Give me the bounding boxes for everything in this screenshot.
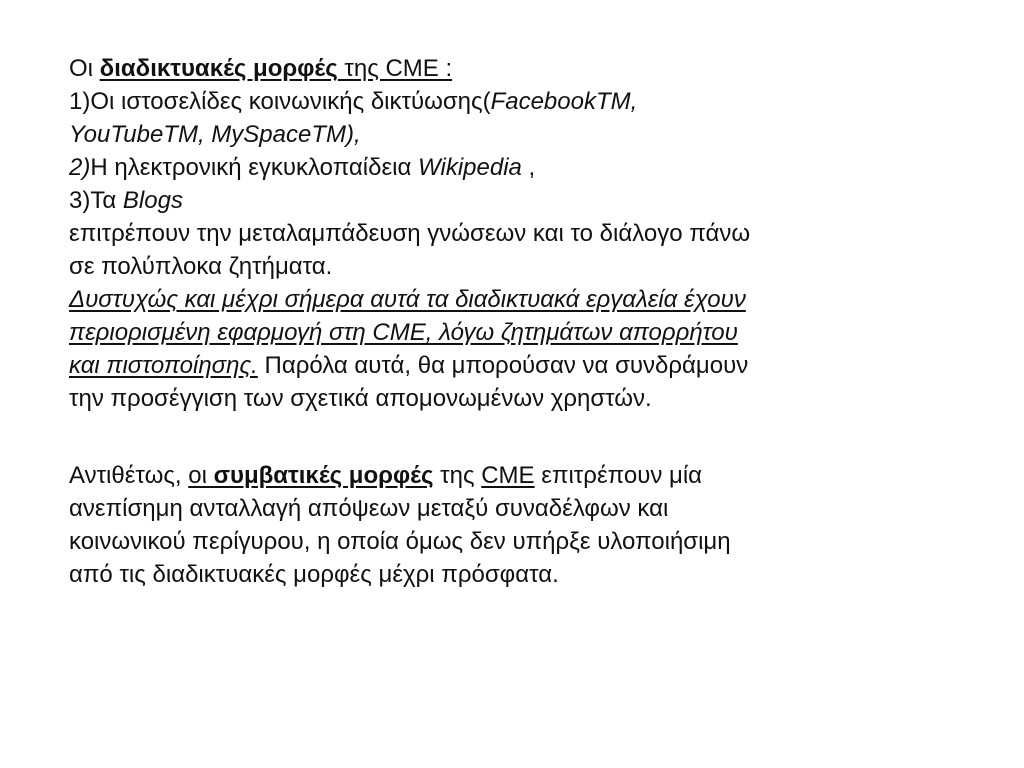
caveat-text-3-underlined: και πιστοποίησης. [69,352,258,379]
p2-underlined-oi: οι [188,462,214,489]
caveat-line-1 [69,283,984,316]
p2-line-3: κοινωνικού περίγυρου, η οποία όμως δεν υπήρξε υλοποιήσιμη [69,528,731,555]
caveat-line-3 [69,349,984,382]
p2-cme: CME [481,462,535,489]
p2-prefix: Αντιθέτως, [69,462,189,489]
heading-suffix: της CME : [337,55,453,82]
p2-line1-rest: επιτρέπουν μία [534,462,703,489]
item2-italic: Wikipedia [418,154,522,181]
body-line-1: επιτρέπουν την μεταλαμπάδευση γνώσεων και το διάλογο πάνω [69,220,751,247]
slide-text-body [69,52,984,591]
item1-continuation-line [69,118,984,151]
item1-italic-b: YouTubeTM, MySpaceTM), [69,121,361,148]
p2-line-2: ανεπίσημη ανταλλαγή απόψεων μεταξύ συναδέλφων και [69,495,669,522]
body-line-2: σε πολύπλοκα ζητήματα. [69,253,333,280]
item2-text: Η ηλεκτρονική εγκυκλοπαίδεια [90,154,419,181]
caveat-line-2 [69,316,984,349]
item3-text: 3)Τα [69,187,123,214]
item2-line [69,151,984,184]
item1-line [69,85,984,118]
caveat-text-2: περιορισμένη εφαρμογή στη CME, λόγω ζητημάτων απορρήτου [69,319,738,346]
caveat-line-4: την προσέγγιση των σχετικά απομονωμένων χρηστών. [69,385,652,412]
heading-line [69,52,984,85]
item1-text: 1)Οι ιστοσελίδες κοινωνικής δικτύωσης( [69,88,491,115]
paragraph-gap [69,415,984,459]
p2-line-1 [69,459,984,492]
item3-italic: Blogs [122,187,183,214]
caveat-text-1: Δυστυχώς και μέχρι σήμερα αυτά τα διαδικτυακά εργαλεία έχουν [69,286,746,313]
item2-number: 2) [69,154,91,181]
caveat-text-3-rest: Παρόλα αυτά, θα μπορούσαν να συνδράμουν [257,352,749,379]
p2-bold-term: συμβατικές μορφές [213,462,434,489]
p2-line-4: από τις διαδικτυακές μορφές μέχρι πρόσφατα. [69,561,559,588]
heading-prefix: Οι [69,55,100,82]
item3-line [69,184,984,217]
item1-italic-a: FacebookTM, [490,88,638,115]
item2-suffix: , [521,154,536,181]
heading-bold-term: διαδικτυακές μορφές [99,55,338,82]
p2-mid: της [433,462,482,489]
